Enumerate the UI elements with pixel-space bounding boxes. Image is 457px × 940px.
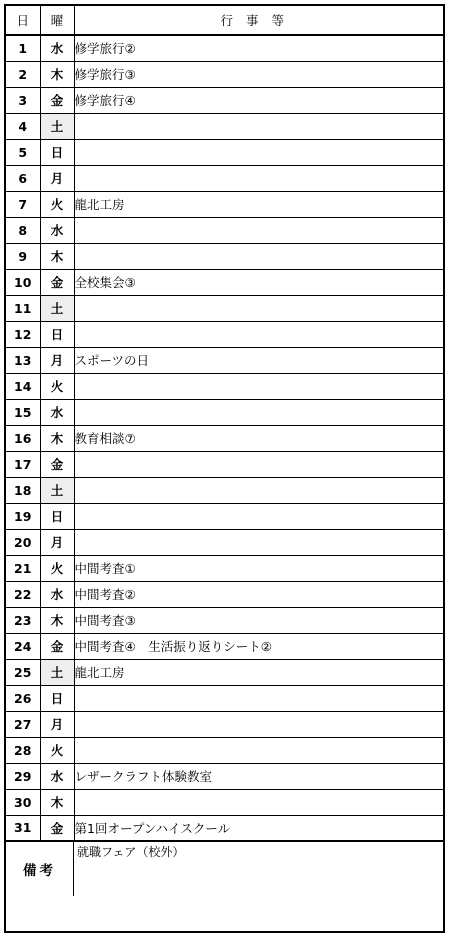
event-cell xyxy=(74,529,443,555)
event-cell xyxy=(74,139,443,165)
monthly-schedule-table xyxy=(6,6,443,842)
weekday-cell: 水 xyxy=(40,217,74,243)
event-cell xyxy=(74,711,443,737)
event-cell: 教育相談⑦ xyxy=(74,425,443,451)
table-row xyxy=(6,269,443,295)
day-cell: 15 xyxy=(6,399,40,425)
day-cell: 27 xyxy=(6,711,40,737)
event-cell: 中間考査② xyxy=(74,581,443,607)
weekday-cell: 水 xyxy=(40,399,74,425)
header-events: 行事等 xyxy=(74,6,443,35)
weekday-cell: 土 xyxy=(40,477,74,503)
notes-label: 備考 xyxy=(6,842,74,896)
weekday-cell: 日 xyxy=(40,139,74,165)
event-cell: 全校集会③ xyxy=(74,269,443,295)
table-row xyxy=(6,295,443,321)
event-cell: 中間考査③ xyxy=(74,607,443,633)
day-cell: 8 xyxy=(6,217,40,243)
day-cell: 22 xyxy=(6,581,40,607)
weekday-cell: 土 xyxy=(40,659,74,685)
day-cell: 16 xyxy=(6,425,40,451)
header-day: 日 xyxy=(6,6,40,35)
weekday-cell: 水 xyxy=(40,763,74,789)
day-cell: 28 xyxy=(6,737,40,763)
table-row xyxy=(6,425,443,451)
table-row xyxy=(6,555,443,581)
day-cell: 31 xyxy=(6,815,40,841)
table-row xyxy=(6,191,443,217)
table-row xyxy=(6,789,443,815)
weekday-cell: 火 xyxy=(40,555,74,581)
day-cell: 3 xyxy=(6,87,40,113)
day-cell: 20 xyxy=(6,529,40,555)
table-row xyxy=(6,243,443,269)
day-cell: 5 xyxy=(6,139,40,165)
day-cell: 25 xyxy=(6,659,40,685)
weekday-cell: 月 xyxy=(40,529,74,555)
header-row xyxy=(6,6,443,35)
table-row xyxy=(6,35,443,61)
weekday-cell: 月 xyxy=(40,165,74,191)
event-cell xyxy=(74,451,443,477)
table-row xyxy=(6,477,443,503)
table-row xyxy=(6,61,443,87)
notes-section xyxy=(6,842,443,896)
table-row xyxy=(6,347,443,373)
event-cell: 龍北工房 xyxy=(74,659,443,685)
table-row xyxy=(6,815,443,841)
weekday-cell: 日 xyxy=(40,685,74,711)
table-row xyxy=(6,321,443,347)
day-cell: 6 xyxy=(6,165,40,191)
table-row xyxy=(6,737,443,763)
day-cell: 12 xyxy=(6,321,40,347)
table-row xyxy=(6,503,443,529)
table-row xyxy=(6,607,443,633)
day-cell: 30 xyxy=(6,789,40,815)
weekday-cell: 日 xyxy=(40,321,74,347)
weekday-cell: 木 xyxy=(40,61,74,87)
event-cell xyxy=(74,737,443,763)
event-cell xyxy=(74,243,443,269)
day-cell: 23 xyxy=(6,607,40,633)
notes-text: 就職フェア（校外） xyxy=(77,845,185,859)
table-row xyxy=(6,217,443,243)
day-cell: 4 xyxy=(6,113,40,139)
table-row xyxy=(6,529,443,555)
event-cell: 第1回オープンハイスクール xyxy=(74,815,443,841)
event-cell xyxy=(74,477,443,503)
day-cell: 1 xyxy=(6,35,40,61)
table-row xyxy=(6,113,443,139)
table-row xyxy=(6,139,443,165)
event-cell xyxy=(74,217,443,243)
table-row xyxy=(6,87,443,113)
weekday-cell: 木 xyxy=(40,243,74,269)
event-cell: 龍北工房 xyxy=(74,191,443,217)
day-cell: 29 xyxy=(6,763,40,789)
event-cell xyxy=(74,295,443,321)
event-cell: 中間考査④ 生活振り返りシート② xyxy=(74,633,443,659)
table-row xyxy=(6,451,443,477)
day-cell: 10 xyxy=(6,269,40,295)
event-cell xyxy=(74,373,443,399)
day-cell: 19 xyxy=(6,503,40,529)
table-row xyxy=(6,633,443,659)
day-cell: 2 xyxy=(6,61,40,87)
weekday-cell: 月 xyxy=(40,347,74,373)
day-cell: 14 xyxy=(6,373,40,399)
weekday-cell: 金 xyxy=(40,633,74,659)
table-row xyxy=(6,763,443,789)
weekday-cell: 金 xyxy=(40,815,74,841)
day-cell: 17 xyxy=(6,451,40,477)
table-row xyxy=(6,685,443,711)
event-cell: レザークラフト体験教室 xyxy=(74,763,443,789)
weekday-cell: 月 xyxy=(40,711,74,737)
day-cell: 9 xyxy=(6,243,40,269)
table-row xyxy=(6,711,443,737)
day-cell: 13 xyxy=(6,347,40,373)
event-cell: スポーツの日 xyxy=(74,347,443,373)
event-cell xyxy=(74,165,443,191)
weekday-cell: 土 xyxy=(40,295,74,321)
weekday-cell: 金 xyxy=(40,269,74,295)
weekday-cell: 木 xyxy=(40,425,74,451)
weekday-cell: 水 xyxy=(40,581,74,607)
event-cell xyxy=(74,321,443,347)
day-cell: 24 xyxy=(6,633,40,659)
event-cell xyxy=(74,503,443,529)
table-row xyxy=(6,373,443,399)
event-cell xyxy=(74,789,443,815)
weekday-cell: 火 xyxy=(40,373,74,399)
day-cell: 11 xyxy=(6,295,40,321)
weekday-cell: 土 xyxy=(40,113,74,139)
day-cell: 7 xyxy=(6,191,40,217)
header-weekday: 曜 xyxy=(40,6,74,35)
event-cell: 修学旅行③ xyxy=(74,61,443,87)
table-row xyxy=(6,399,443,425)
table-row xyxy=(6,165,443,191)
event-cell xyxy=(74,685,443,711)
weekday-cell: 水 xyxy=(40,35,74,61)
day-cell: 26 xyxy=(6,685,40,711)
day-cell: 18 xyxy=(6,477,40,503)
event-cell xyxy=(74,399,443,425)
weekday-cell: 火 xyxy=(40,737,74,763)
event-cell xyxy=(74,113,443,139)
weekday-cell: 日 xyxy=(40,503,74,529)
event-cell: 中間考査① xyxy=(74,555,443,581)
event-cell: 修学旅行④ xyxy=(74,87,443,113)
weekday-cell: 木 xyxy=(40,789,74,815)
table-row xyxy=(6,659,443,685)
weekday-cell: 木 xyxy=(40,607,74,633)
schedule-sheet xyxy=(4,4,445,933)
weekday-cell: 金 xyxy=(40,87,74,113)
day-cell: 21 xyxy=(6,555,40,581)
schedule-rows xyxy=(6,35,443,841)
weekday-cell: 金 xyxy=(40,451,74,477)
event-cell: 修学旅行② xyxy=(74,35,443,61)
weekday-cell: 火 xyxy=(40,191,74,217)
table-row xyxy=(6,581,443,607)
